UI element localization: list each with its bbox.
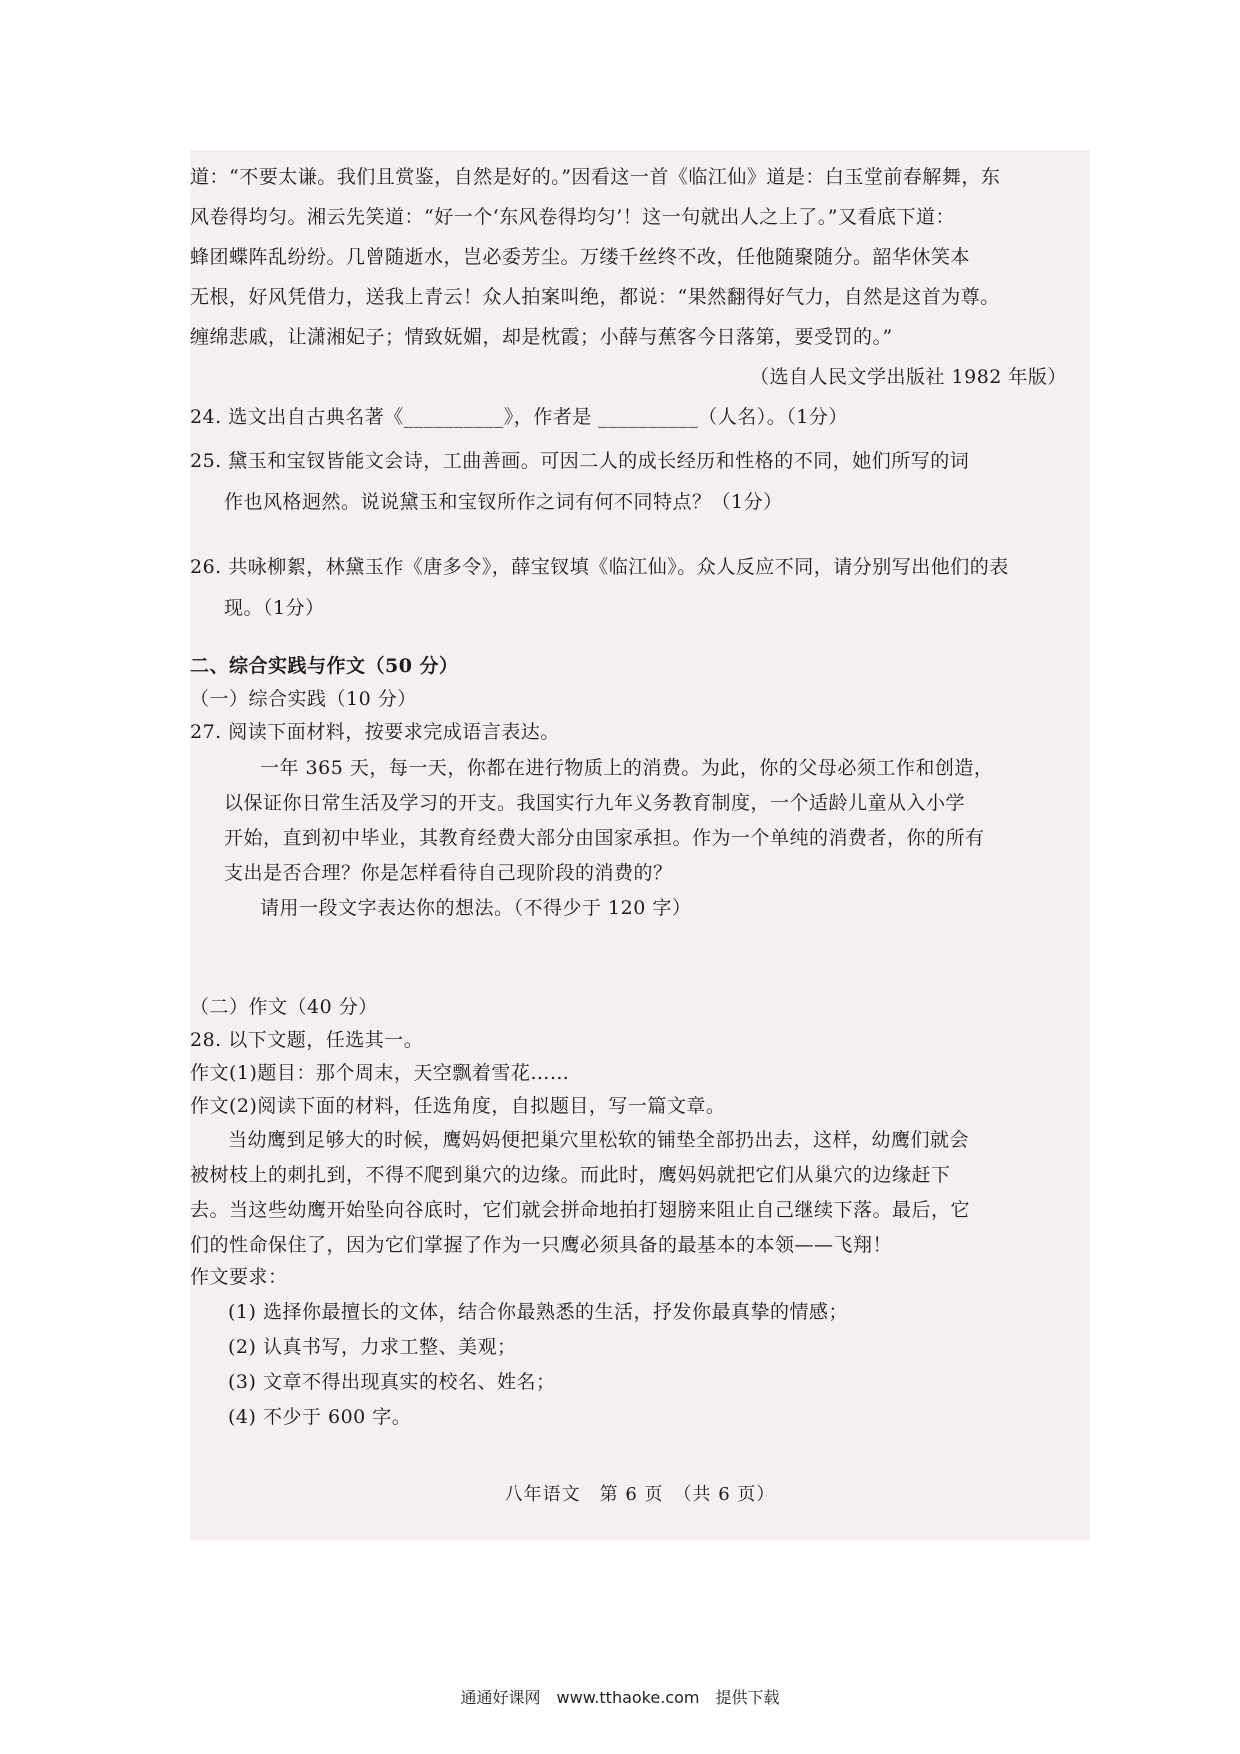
question-28-intro: 28. 以下文题，任选其一。 xyxy=(190,1029,424,1051)
essay-option-2: 作文(2)阅读下面的材料，任选角度，自拟题目，写一篇文章。 xyxy=(190,1095,726,1117)
passage-line: 道：“不要太谦。我们且赏鉴，自然是好的。”因看这一首《临江仙》道是：白玉堂前春解舞，东 xyxy=(190,166,1001,188)
passage-line: 无根，好风凭借力，送我上青云！众人拍案叫绝，都说：“果然翻得好气力，自然是这首为尊。 xyxy=(190,286,1000,308)
essay-option-1: 作文(1)题目：那个周末，天空飘着雪花…… xyxy=(190,1062,570,1084)
question-27-material-line: 支出是否合理？你是怎样看待自己现阶段的消费的？ xyxy=(224,862,673,884)
question-25-line: 25. 黛玉和宝钗皆能文会诗，工曲善画。可因二人的成长经历和性格的不同，她们所写的词 xyxy=(190,450,970,472)
section-2-title: 二、综合实践与作文（50 分） xyxy=(190,655,459,677)
passage-line: 缠绵悲戚，让潇湘妃子；情致妩媚，却是枕霞；小薛与蕉客今日落第，要受罚的。” xyxy=(190,326,893,348)
question-27-material-line: 开始，直到初中毕业，其教育经费大部分由国家承担。作为一个单纯的消费者，你的所有 xyxy=(224,827,985,849)
page-footer: 八年语文 第 6 页 （共 6 页） xyxy=(504,1484,776,1505)
subsection-1-title: （一）综合实践（10 分） xyxy=(190,688,417,710)
passage-line: 风卷得均匀。湘云先笑道：“好一个‘东风卷得均匀’！这一句就出人之上了。”又看底下道： xyxy=(190,206,956,228)
essay-material-line: 们的性命保住了，因为它们掌握了作为一只鹰必须具备的最基本的本领——飞翔！ xyxy=(190,1234,893,1256)
question-24: 24. 选文出自古典名著《__________》，作者是 __________（人名）。（1分） xyxy=(190,406,848,428)
essay-material-line: 去。当这些幼鹰开始坠向谷底时，它们就会拼命地拍打翅膀来阻止自己继续下落。最后，它 xyxy=(190,1199,971,1221)
requirement-item: (3) 文章不得出现真实的校名、姓名； xyxy=(228,1371,556,1393)
question-27-material-line: 一年 365 天，每一天，你都在进行物质上的消费。为此，你的父母必须工作和创造， xyxy=(260,757,994,779)
question-26-line: 现。（1分） xyxy=(224,597,325,619)
essay-material-line: 被树枝上的刺扎到，不得不爬到巢穴的边缘。而此时，鹰妈妈就把它们从巢穴的边缘赶下 xyxy=(190,1164,951,1186)
question-27-intro: 27. 阅读下面材料，按要求完成语言表达。 xyxy=(190,721,560,743)
scanned-page xyxy=(190,150,1090,1540)
passage-line: 蜂团蝶阵乱纷纷。几曾随逝水，岂必委芳尘。万缕千丝终不改，任他随聚随分。韶华休笑本 xyxy=(190,246,971,268)
download-note: 通通好课网 www.tthaoke.com 提供下载 xyxy=(460,1688,780,1707)
requirement-item: (2) 认真书写，力求工整、美观； xyxy=(228,1336,517,1358)
requirement-item: (4) 不少于 600 字。 xyxy=(228,1406,412,1428)
requirement-item: (1) 选择你最擅长的文体，结合你最熟悉的生活，抒发你最真挚的情感； xyxy=(228,1301,848,1323)
essay-material-line: 当幼鹰到足够大的时候，鹰妈妈便把巢穴里松软的铺垫全部扔出去，这样，幼鹰们就会 xyxy=(228,1129,970,1151)
requirements-title: 作文要求： xyxy=(190,1266,288,1288)
question-26-line: 26. 共咏柳絮，林黛玉作《唐多令》，薛宝钗填《临江仙》。众人反应不同，请分别写出他们的表 xyxy=(190,556,1009,578)
question-27-material-line: 以保证你日常生活及学习的开支。我国实行九年义务教育制度，一个适龄儿童从入小学 xyxy=(224,792,966,814)
subsection-2-title: （二）作文（40 分） xyxy=(190,996,378,1018)
source-note: （选自人民文学出版社 1982 年版） xyxy=(750,366,1067,388)
question-25-line: 作也风格迥然。说说黛玉和宝钗所作之词有何不同特点？（1分） xyxy=(224,491,783,513)
question-27-request: 请用一段文字表达你的想法。（不得少于 120 字） xyxy=(260,897,692,919)
